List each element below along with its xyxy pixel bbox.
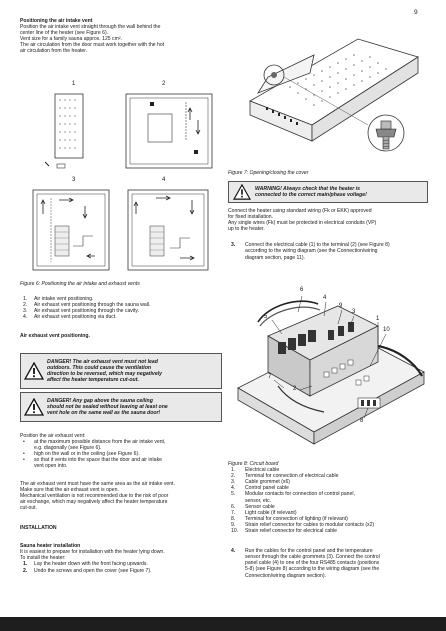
- figure-7: [228, 17, 426, 166]
- fig8-label: 4: [323, 295, 327, 301]
- danger-text-2: DANGER! Any gap above the sauna ceiling should not be sealed without leaving at least one vent hole on the same wall as the sauna door!: [47, 397, 168, 417]
- exhaust-bullets: [20, 439, 220, 469]
- installation-line: To install the heater:: [20, 555, 66, 562]
- exhaust-body: The air exhaust vent must have the same area as the air intake vent. Make sure that the air exhaust vent is open. Mechanical ventilation is not recommended due to the risk of poor air exchange, which may negatively affect the heater temperature cut-out.: [20, 480, 175, 511]
- connect-line: for fixed installation.: [228, 214, 274, 221]
- fig8-label: 3: [352, 309, 356, 315]
- fig8-label: 1: [376, 316, 380, 322]
- intake-line: center line of the heater (see Figure 6).: [20, 30, 109, 37]
- fig8-label: 10: [383, 327, 390, 333]
- list-item: 5. Modular contacts for connection of control panel, sensor, etc.: [231, 491, 355, 504]
- intake-line: The air circulation from the door must work together with the hot: [20, 42, 165, 49]
- danger-text-1: DANGER! The air exhaust vent must not lead outdoors. This could cause the ventilation direction to be reversed, which may negatively affect the heater temperature cut-out.: [47, 358, 163, 384]
- fig6-label-2: 2: [162, 81, 166, 87]
- fig6-label-3: 3: [72, 177, 76, 183]
- intake-heading: Positioning the air intake vent: [20, 18, 93, 24]
- figure-8-drawing: [228, 276, 426, 456]
- fig8-label: 8: [360, 418, 364, 424]
- list-item: • high on the wall or in the ceiling (see Figure 6).: [23, 451, 140, 458]
- list-item: 2. Air exhaust vent positioning through the sauna wall.: [23, 302, 151, 309]
- fig8-list: [228, 467, 426, 534]
- fig7-caption: Figure 7: Opening/closing the cover: [228, 170, 309, 176]
- fig8-label: 9: [339, 303, 343, 309]
- intake-line: air circulation from the heater.: [20, 48, 88, 55]
- fig6-label-1: 1: [72, 81, 76, 87]
- fig6-label-4: 4: [162, 177, 166, 183]
- connect-line: Any single wires (Fk) must be protected in electrical conduits (VP): [228, 220, 377, 227]
- intake-line: Position the air intake vent straight through the wall behind the: [20, 24, 161, 31]
- danger-box-2: [20, 392, 222, 422]
- installation-line: It is easiest to prepare for installation with the heater lying down.: [20, 549, 165, 556]
- step-4: 4. Run the cables for the control panel and the temperature sensor through the cable grommets (3). Connect the control panel cable (4) to one of the four RS485 contacts (positions 5-8) (see Figure 8) according to the wiring diagram (see the Connection/wiring diagram section).: [231, 548, 380, 579]
- fig6-caption: Figure 6: Positioning the air intake and exhaust vents: [20, 281, 140, 287]
- fig6-list: [20, 296, 220, 320]
- fig8-label: 6: [300, 287, 304, 293]
- fig6-panel-3: [25, 186, 115, 274]
- left-column-3: [20, 433, 220, 574]
- list-item: 3. Cable grommet (x6): [231, 479, 291, 486]
- warning-triangle-icon: [24, 362, 44, 380]
- exhaust-heading: Air exhaust vent positioning.: [20, 333, 90, 340]
- list-item: • at the maximum possible distance from the air intake vent, e.g. diagonally (see Figure 6).: [23, 439, 166, 452]
- page-footer-bar: [0, 617, 446, 631]
- exhaust-intro: Position the air exhaust vent:: [20, 433, 86, 439]
- list-item: 2. Undo the screws and open the cover (see Figure 7).: [23, 567, 152, 574]
- connect-line: up to the heater.: [228, 226, 265, 233]
- list-item: 2. Terminal for connection of electrical cable: [231, 473, 339, 480]
- warning-box: [228, 181, 428, 203]
- warning-text: WARNING! Always check that the heater is connected to the correct main/phase voltage!: [255, 185, 367, 198]
- fig8-label: 5: [264, 314, 268, 320]
- fig6-panel-2: [120, 90, 216, 174]
- page-number: 9: [414, 9, 418, 16]
- figure-8: [228, 276, 426, 456]
- list-item: 6. Sensor cable: [231, 503, 275, 510]
- fig8-caption: Figure 8: Circuit board: [228, 461, 279, 467]
- fig8-label: 7: [268, 374, 272, 380]
- list-item: 10. Strain relief connector for electrical cable: [231, 528, 338, 535]
- list-item: 4. Air exhaust vent positioning via duct.: [23, 314, 117, 321]
- list-item: 3. Air exhaust vent positioning through the cavity.: [23, 308, 139, 315]
- intake-body: [20, 24, 220, 54]
- warning-triangle-icon: [24, 398, 44, 416]
- right-column-text: [228, 208, 426, 261]
- fig8-label: 2: [293, 386, 297, 392]
- list-item: 4. Control panel cable: [231, 485, 289, 492]
- left-column-2: [20, 281, 220, 340]
- installation-steps: [20, 561, 220, 573]
- list-item: 1. Air intake vent positioning.: [23, 296, 94, 303]
- installation-heading: INSTALLATION: [20, 525, 57, 532]
- list-item: • so that it vents into the space that the door and air intake vent open into.: [23, 457, 162, 470]
- fig8-text: [228, 461, 426, 579]
- connect-line: Connect the heater using standard wiring (Fk or EKK) approved: [228, 208, 372, 214]
- figure-6: [20, 78, 220, 274]
- list-item: 1. Electrical cable: [231, 467, 280, 474]
- warning-triangle-icon: [232, 184, 252, 200]
- list-item: 7. Light cable (if relevant): [231, 509, 297, 516]
- list-item: 1. Lay the heater down with the front facing upwards.: [23, 561, 148, 568]
- intake-line: Vent size for a family sauna approx. 125 cm².: [20, 36, 122, 43]
- installation-subheading: Sauna heater installation: [20, 543, 81, 550]
- fig6-panel-1: [25, 90, 115, 174]
- fig6-panel-4: [120, 186, 216, 274]
- figure-7-drawing: [228, 17, 426, 166]
- step-3: 3. Connect the electrical cable (1) to the terminal (2) (see Figure 8) according to the wiring diagram (see the Connection/wiring diagram section, page 11).: [231, 242, 390, 261]
- left-column: [20, 18, 220, 55]
- danger-box-1: [20, 353, 222, 389]
- list-item: 9. Strain relief connector for cables to modular contacts (x2): [231, 521, 375, 528]
- list-item: 8. Terminal for connection of lighting (if relevant): [231, 515, 348, 522]
